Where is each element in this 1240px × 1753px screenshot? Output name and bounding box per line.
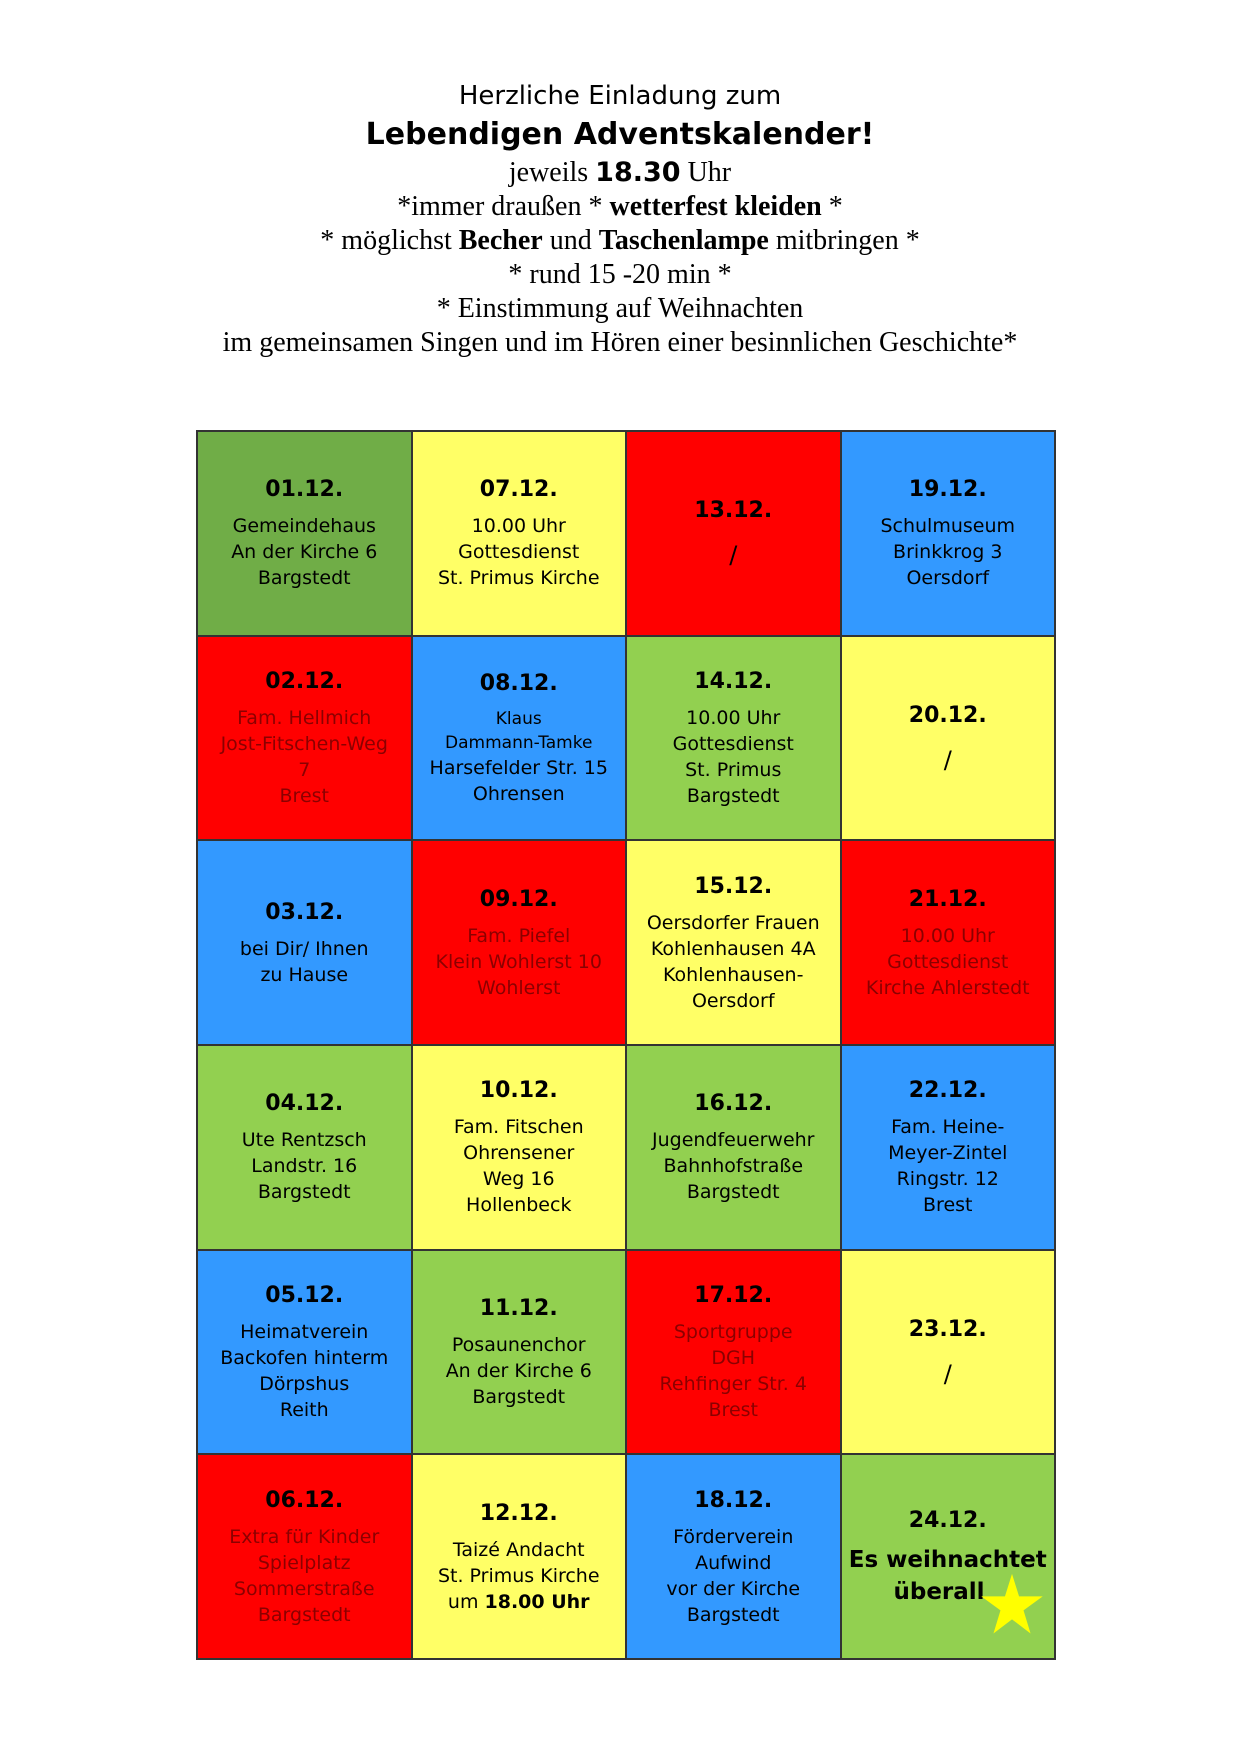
calendar-cell <box>197 1454 412 1659</box>
calendar-line: Bahnhofstraße <box>663 1155 804 1178</box>
time-line <box>0 156 1240 190</box>
calendar-line: Fam. Fitschen <box>453 1116 584 1139</box>
calendar-date: 10.12. <box>479 1078 558 1104</box>
calendar-line: Bargstedt <box>257 1603 351 1626</box>
calendar-line: St. Primus <box>685 758 782 781</box>
calendar-line: 10.00 Uhr <box>471 515 566 538</box>
calendar-line: Kirche Ahlerstedt <box>865 976 1030 999</box>
calendar-date: 05.12. <box>265 1282 344 1308</box>
calendar-cell <box>197 636 412 841</box>
weather-line <box>0 190 1240 224</box>
calendar-cell <box>197 431 412 636</box>
calendar-line: Klein Wohlerst 10 <box>435 950 602 973</box>
calendar-line: Oersdorf <box>906 567 990 590</box>
calendar-line: Oersdorfer Frauen <box>646 911 820 934</box>
calendar-date: 19.12. <box>908 477 987 503</box>
no-event-slash: / <box>943 1359 952 1388</box>
time-value: 18.30 <box>595 157 681 188</box>
calendar-date: 14.12. <box>694 668 773 694</box>
attunement-line: * Einstimmung auf Weihnachten <box>436 293 804 324</box>
calendar-line: Weg 16 <box>482 1168 555 1191</box>
star-icon <box>980 1572 1044 1636</box>
calendar-date: 17.12. <box>694 1282 773 1308</box>
calendar-cell <box>626 1250 841 1455</box>
calendar-line: Gottesdienst <box>887 950 1009 973</box>
calendar-line: Oersdorf <box>691 989 775 1012</box>
calendar-line: Ohrensener <box>463 1142 575 1165</box>
calendar-line: Schulmuseum <box>880 515 1016 538</box>
calendar-cell <box>412 840 627 1045</box>
calendar-line: St. Primus Kirche <box>437 567 600 590</box>
calendar-line: Aufwind <box>695 1551 772 1574</box>
calendar-line: bei Dir/ Ihnen <box>239 937 369 960</box>
calendar-line: An der Kirche 6 <box>445 1359 592 1382</box>
calendar-line: Harsefelder Str. 15 <box>429 756 608 779</box>
calendar-line: 10.00 Uhr <box>686 706 781 729</box>
bring-line-d: Taschenlampe <box>598 225 769 256</box>
calendar-cell <box>412 1454 627 1659</box>
calendar-line: Fam. Heine- <box>891 1116 1005 1139</box>
calendar-cell <box>841 636 1056 841</box>
calendar-line: Kohlenhausen- <box>663 963 804 986</box>
weather-line-b: wetterfest kleiden <box>609 191 822 222</box>
calendar-line: Bargstedt <box>686 784 780 807</box>
time-prefix-text: um <box>447 1590 485 1613</box>
calendar-line: Extra für Kinder <box>229 1525 380 1548</box>
calendar-date: 21.12. <box>908 886 987 912</box>
duration-line: * rund 15 -20 min * <box>508 259 732 290</box>
invitation-header <box>0 78 1240 360</box>
calendar-date: 08.12. <box>479 670 558 696</box>
calendar-cell <box>841 1454 1056 1659</box>
christmas-text: Es weihnachtet <box>848 1546 1047 1573</box>
invitation-title: Lebendigen Adventskalender! <box>365 117 875 152</box>
calendar-line: St. Primus Kirche <box>437 1564 600 1587</box>
calendar-line: Rehfinger Str. 4 <box>659 1372 807 1395</box>
bring-line-b: Becher <box>458 225 543 256</box>
calendar-line: Taizé Andacht <box>452 1538 585 1561</box>
no-event-slash: / <box>943 745 952 774</box>
weather-line-a: *immer draußen * <box>397 191 610 222</box>
calendar-date: 12.12. <box>479 1500 558 1526</box>
calendar-line: 10.00 Uhr <box>900 924 995 947</box>
calendar-date: 01.12. <box>265 477 344 503</box>
calendar-cell <box>197 840 412 1045</box>
calendar-line: Dammann-Tamke <box>445 732 593 753</box>
calendar-cell <box>626 840 841 1045</box>
calendar-line: Bargstedt <box>472 1385 566 1408</box>
calendar-line: Reith <box>279 1398 329 1421</box>
calendar-cell <box>841 1250 1056 1455</box>
calendar-line: Brest <box>279 784 329 807</box>
calendar-line: Wohlerst <box>477 976 561 999</box>
calendar-date: 16.12. <box>694 1091 773 1117</box>
calendar-date: 13.12. <box>694 498 773 524</box>
calendar-cell <box>626 1454 841 1659</box>
calendar-line: Meyer-Zintel <box>888 1142 1008 1165</box>
calendar-line: Spielplatz <box>257 1551 351 1574</box>
calendar-line: 7 <box>298 758 311 781</box>
calendar-cell <box>841 1045 1056 1250</box>
advent-calendar-grid <box>196 430 1056 1660</box>
calendar-cell <box>626 431 841 636</box>
christmas-text: überall <box>893 1578 985 1605</box>
calendar-cell <box>626 1045 841 1250</box>
calendar-cell <box>197 1250 412 1455</box>
calendar-date: 18.12. <box>694 1487 773 1513</box>
calendar-line: Bargstedt <box>686 1603 780 1626</box>
calendar-line: Ringstr. 12 <box>896 1168 999 1191</box>
calendar-date: 04.12. <box>265 1091 344 1117</box>
calendar-date: 22.12. <box>908 1078 987 1104</box>
calendar-date: 03.12. <box>265 899 344 925</box>
calendar-line: Klaus <box>495 708 542 729</box>
singing-line: im gemeinsamen Singen und im Hören einer besinnlichen Geschichte* <box>222 327 1018 358</box>
calendar-date: 02.12. <box>265 668 344 694</box>
calendar-line: zu Hause <box>260 963 349 986</box>
calendar-line: Förderverein <box>673 1525 794 1548</box>
calendar-line: Gottesdienst <box>458 541 580 564</box>
calendar-cell <box>412 1045 627 1250</box>
bring-line <box>0 224 1240 258</box>
bring-line-a: * möglichst <box>320 225 459 256</box>
calendar-line: Hollenbeck <box>466 1194 572 1217</box>
time-prefix: jeweils <box>508 157 589 188</box>
calendar-line: vor der Kirche <box>666 1577 801 1600</box>
calendar-line: DGH <box>711 1346 756 1369</box>
calendar-line: Bargstedt <box>257 1181 351 1204</box>
calendar-line: An der Kirche 6 <box>231 541 378 564</box>
time-suffix: Uhr <box>687 157 732 188</box>
calendar-date: 15.12. <box>694 873 773 899</box>
bring-line-c: und <box>542 225 599 256</box>
calendar-line: Sommerstraße <box>233 1577 375 1600</box>
calendar-line: Dörpshus <box>259 1372 350 1395</box>
weather-line-c: * <box>821 191 843 222</box>
calendar-line: Heimatverein <box>240 1320 369 1343</box>
calendar-line: Landstr. 16 <box>251 1155 358 1178</box>
calendar-cell <box>412 1250 627 1455</box>
calendar-line: Brinkkrog 3 <box>893 541 1003 564</box>
calendar-line: Fam. Piefel <box>467 924 571 947</box>
calendar-date: 23.12. <box>908 1316 987 1342</box>
no-event-slash: / <box>729 541 738 570</box>
calendar-cell <box>412 636 627 841</box>
calendar-line: Fam. Hellmich <box>237 706 372 729</box>
calendar-line: Gottesdienst <box>672 732 794 755</box>
calendar-line: Posaunenchor <box>451 1333 586 1356</box>
calendar-line: Sportgruppe <box>673 1320 793 1343</box>
calendar-line: Brest <box>923 1194 973 1217</box>
calendar-line: Brest <box>708 1398 758 1421</box>
calendar-line: Backofen hinterm <box>220 1346 389 1369</box>
invitation-intro: Herzliche Einladung zum <box>458 81 782 111</box>
calendar-cell <box>841 431 1056 636</box>
calendar-line: Ohrensen <box>472 782 565 805</box>
calendar-cell <box>197 1045 412 1250</box>
calendar-line: Bargstedt <box>686 1181 780 1204</box>
calendar-cell <box>626 636 841 841</box>
calendar-line: Ute Rentzsch <box>241 1129 367 1152</box>
calendar-cell <box>412 431 627 636</box>
calendar-cell <box>841 840 1056 1045</box>
calendar-line <box>448 1589 590 1615</box>
calendar-line: Kohlenhausen 4A <box>650 937 816 960</box>
time-bold-text: 18.00 Uhr <box>484 1590 590 1613</box>
calendar-line: Jugendfeuerwehr <box>651 1129 815 1152</box>
calendar-date: 07.12. <box>479 477 558 503</box>
calendar-line: Jost-Fitschen-Weg <box>220 732 388 755</box>
calendar-date: 06.12. <box>265 1487 344 1513</box>
bring-line-e: mitbringen * <box>768 225 920 256</box>
calendar-date: 24.12. <box>908 1507 987 1533</box>
calendar-line: Bargstedt <box>257 567 351 590</box>
calendar-line: Gemeindehaus <box>232 515 376 538</box>
calendar-date: 20.12. <box>908 702 987 728</box>
calendar-date: 09.12. <box>479 886 558 912</box>
calendar-date: 11.12. <box>479 1295 558 1321</box>
